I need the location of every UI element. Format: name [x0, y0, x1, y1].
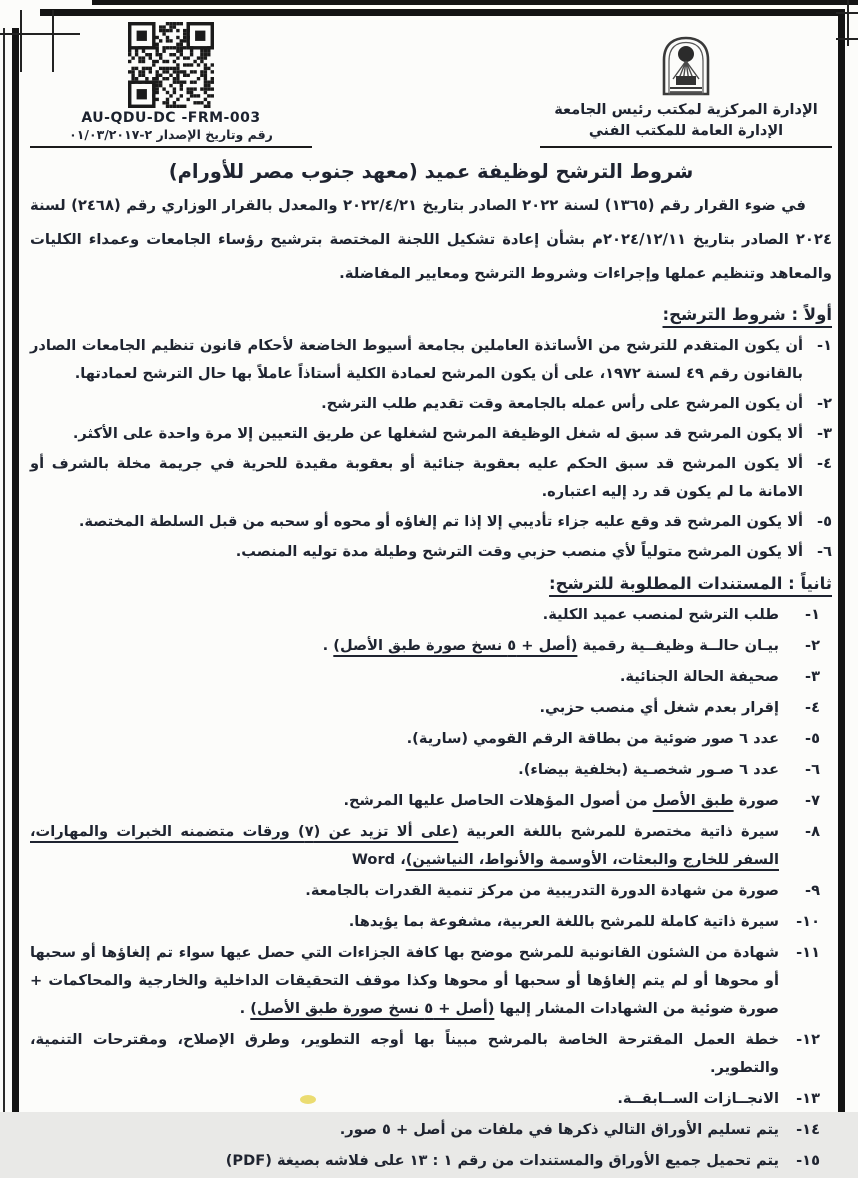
item-number: ١٥-	[796, 1152, 820, 1169]
item-text: ألا يكون المرشح قد وقع عليه جزاء تأديبي إلا إذا تم إلغاؤه أو محوه أو سحبه من قبل السلطة المختصة.	[78, 513, 803, 530]
registration-mark-icon	[836, 12, 858, 14]
item-text: الانجــازات الســابقــة.	[617, 1090, 779, 1107]
item-text: ألا يكون المرشح متولياً لأي منصب حزبي وقت الترشح وطيلة مدة توليه المنصب.	[235, 543, 803, 560]
item-text: ألا يكون المرشح قد سبق له شغل الوظيفة المرشح لشغلها عن طريق التعيين إلا مرة واحدة على الأكثر.	[72, 425, 803, 442]
page-title: شروط الترشح لوظيفة عميد (معهد جنوب مصر للأورام)	[168, 160, 694, 183]
item-text: شهادة من الشئون القانونية للمرشح موضح بها كافة الجزاءات التي حصل عيها سواء تم إلغاؤها أو سحبها أو محوها أو لم يتم إلغاؤها أو سحبها أو محوها وكذا موقف التحقيقات الداخلية والخارجية والمحاكمات + صورة ضوئية من الشهادات المشار إليها (أصل + ٥ نسخ صورة طبق الأصل) .	[30, 944, 779, 1017]
intro-paragraph: في ضوء القرار رقم (١٣٦٥) لسنة ٢٠٢٢ الصادر بتاريخ ٢٠٢٢/٤/٢١ والمعدل بالقرار الوزاري رقم (٢٤٦٨) لسنة ٢٠٢٤ الصادر بتاريخ ٢٠٢٤/١٢/١١م بشأن إعادة تشكيل اللجنة المختصة بترشيح رؤساء الجامعات وعمداء الكليات والمعاهد وتنظيم عملها وإجراءات وشروط الترشح ومعايير المفاضلة.	[30, 197, 832, 282]
item-number: ١-	[817, 337, 832, 354]
list-item	[30, 632, 820, 660]
item-number: ٢-	[805, 637, 820, 654]
item-text: صورة من شهادة الدورة التدريبية من مركز تنمية القدرات بالجامعة.	[305, 882, 779, 899]
list-item	[30, 601, 820, 629]
section-heading-2: ثانياً : المستندات المطلوبة للترشح:	[549, 574, 832, 593]
item-number: ١٠-	[796, 913, 820, 930]
item-text: أن يكون المرشح على رأس عمله بالجامعة وقت تقديم طلب الترشح.	[321, 395, 803, 412]
item-number: ٤-	[817, 455, 832, 472]
list-item	[30, 663, 820, 691]
university-logo-icon	[659, 34, 713, 96]
item-number: ٧-	[805, 792, 820, 809]
item-number: ١-	[805, 606, 820, 623]
item-number: ٨-	[805, 823, 820, 840]
item-number: ٤-	[805, 699, 820, 716]
list-item	[30, 538, 832, 566]
list-item	[30, 420, 832, 448]
item-text: بيـان حالــة وظيفــية رقمية (أصل + ٥ نسخ صورة طبق الأصل) .	[322, 637, 779, 654]
item-text: سيرة ذاتية كاملة للمرشح باللغة العربية، مشفوعة بما يؤيدها.	[348, 913, 779, 930]
list-item	[30, 1147, 820, 1175]
list-item	[30, 694, 820, 722]
letterhead	[540, 34, 832, 148]
form-code: AU-QDU-DC -FRM-003	[81, 110, 261, 126]
list-item	[30, 818, 820, 874]
registration-mark-icon	[836, 38, 858, 40]
section-requirements	[30, 299, 832, 566]
document-content	[30, 20, 832, 1178]
section-heading-1: أولاً : شروط الترشح:	[662, 305, 832, 324]
item-number: ٦-	[805, 761, 820, 778]
item-text: إقرار بعدم شغل أي منصب حزبي.	[539, 699, 779, 716]
requirements-list	[30, 332, 832, 566]
item-number: ١١-	[796, 944, 820, 961]
item-text: خطة العمل المقترحة الخاصة بالمرشح مبيناً بها أوجه التطوير، وطرق الإصلاح، ومقترحات التنمية، والتطوير.	[30, 1031, 779, 1076]
item-number: ٢-	[817, 395, 832, 412]
item-number: ١٢-	[796, 1031, 820, 1048]
item-text: صورة طبق الأصل من أصول المؤهلات الحاصل عليها المرشح.	[343, 792, 779, 809]
item-text: يتم تحميل جميع الأوراق والمستندات من رقم ١ : ١٣ على فلاشه بصيغة (PDF)	[225, 1152, 779, 1169]
list-item	[30, 939, 820, 1023]
item-number: ٥-	[817, 513, 832, 530]
item-number: ٥-	[805, 730, 820, 747]
list-item	[30, 508, 832, 536]
list-item	[30, 787, 820, 815]
list-item	[30, 1116, 820, 1144]
item-text: طلب الترشح لمنصب عميد الكلية.	[542, 606, 779, 623]
item-text: أن يكون المتقدم للترشح من الأساتذة العاملين بجامعة أسيوط الخاضعة لأحكام قانون تنظيم الجامعات الصادر بالقانون رقم ٤٩ لسنة ١٩٧٢، على أن يكون المرشح لعمادة الكلية أستاذاً عاملاً بها حال الترشح لعمادتها.	[30, 337, 803, 382]
documents-list	[30, 601, 832, 1175]
list-item	[30, 332, 832, 388]
item-text: يتم تسليم الأوراق التالي ذكرها في ملفات من أصل + ٥ صور.	[339, 1121, 779, 1138]
page-border-left	[12, 28, 19, 1112]
item-text: عدد ٦ صـور شخصـية (بخلفية بيضاء).	[518, 761, 779, 778]
list-item	[30, 756, 820, 784]
section-documents	[30, 568, 832, 1175]
registration-mark-icon	[20, 10, 22, 72]
scan-edge-top	[92, 0, 858, 5]
list-item	[30, 908, 820, 936]
form-id-block	[30, 20, 312, 148]
list-item	[30, 1026, 820, 1082]
page-border-top	[40, 9, 845, 16]
list-item	[30, 390, 832, 418]
page-border-left-thin	[3, 28, 5, 1112]
list-item	[30, 1085, 820, 1113]
list-item	[30, 725, 820, 753]
item-text: سيرة ذاتية مختصرة للمرشح باللغة العربية (على ألا تزيد عن (٧) ورقات متضمنه الخبرات والمهارات، السفر للخارج والبعثات، الأوسمة والأنواط، النياشين)، Word	[30, 823, 779, 868]
org-line-2: الإدارة العامة للمكتب الفني	[588, 123, 784, 139]
org-line-1: الإدارة المركزية لمكتب رئيس الجامعة	[554, 102, 818, 118]
list-item	[30, 450, 832, 506]
item-number: ٦-	[817, 543, 832, 560]
item-number: ٣-	[805, 668, 820, 685]
item-text: ألا يكون المرشح قد سبق الحكم عليه بعقوبة جنائية أو بعقوبة مقيدة للحرية في جريمة مخلة بالشرف أو الامانة ما لم يكون قد رد إليه اعتباره.	[30, 455, 803, 500]
item-number: ٣-	[817, 425, 832, 442]
item-text: صحيفة الحالة الجنائية.	[619, 668, 779, 685]
page-border-right	[838, 9, 845, 1112]
item-number: ١٤-	[796, 1121, 820, 1138]
item-text: عدد ٦ صور ضوئية من بطاقة الرقم القومي (سارية).	[406, 730, 779, 747]
qr-code-icon	[128, 22, 214, 108]
item-number: ١٣-	[796, 1090, 820, 1107]
document-header	[30, 20, 832, 148]
item-number: ٩-	[805, 882, 820, 899]
form-issue-line: رقم وتاريخ الإصدار ٢-٠١/٠٣/٢٠١٧	[69, 127, 273, 142]
list-item	[30, 877, 820, 905]
